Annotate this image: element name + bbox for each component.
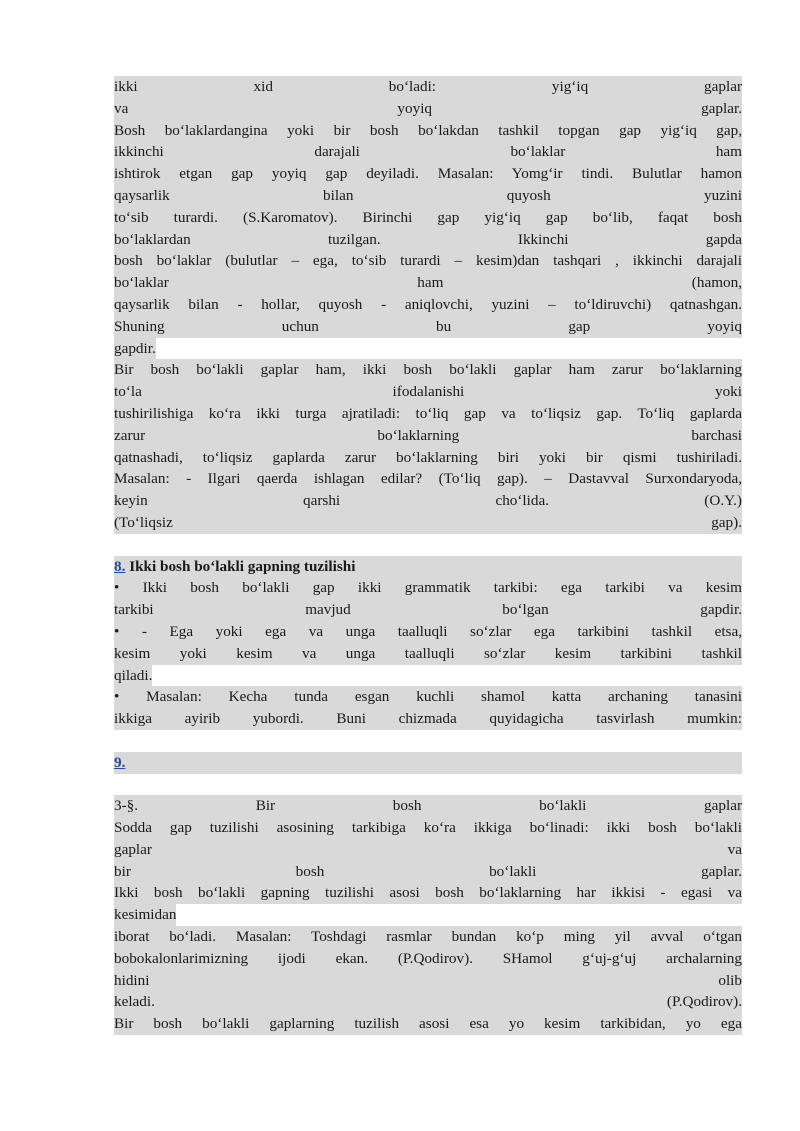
text-line: Sodda gap tuzilishi asosining tarkibiga ko‘ra ikkiga bo‘linadi: ikki bosh bo‘lakli [114,817,742,839]
text-line: va yoyiq gaplar. [114,98,742,120]
text-line-content: kesimidan [114,904,176,926]
text-line: • - Ega yoki ega va unga taalluqli so‘zlar ega tarkibini tashkil etsa, [114,621,742,643]
document-page [114,76,742,1035]
text-line [114,665,742,687]
text-line: Ikki bosh bo‘lakli gapning tuzilishi asosi bosh bo‘laklarning har ikkisi - egasi va [114,882,742,904]
paragraph-two-member-sentence [114,577,742,730]
spacer [114,774,742,796]
text-line: bo‘laklardan tuzilgan. Ikkinchi gapda [114,229,742,251]
text-line: to‘sib turardi. (S.Karomatov). Birinchi gap yig‘iq gap bo‘lib, faqat bosh [114,207,742,229]
section-link-8[interactable]: 8. [114,557,126,575]
text-line [114,338,742,360]
text-line: to‘la ifodalanishi yoki [114,381,742,403]
text-line-content: qiladi. [114,665,152,687]
text-line: bobokalonlarimizning ijodi ekan. (P.Qodirov). SHamol g‘uj-g‘uj archalarning [114,948,742,970]
text-line: (To‘liqsiz gap). [114,512,742,534]
text-line: tarkibi mavjud bo‘lgan gapdir. [114,599,742,621]
text-line: bir bosh bo‘lakli gaplar. [114,861,742,883]
section-title-8: Ikki bosh bo‘lakli gapning tuzilishi [125,557,356,575]
text-line: ishtirok etgan gap yoyiq gap deyiladi. Masalan: Yomg‘ir tindi. Bulutlar hamon [114,163,742,185]
text-line: Shuning uchun bu gap yoyiq [114,316,742,338]
text-line [114,904,742,926]
text-line: iborat bo‘ladi. Masalan: Toshdagi rasmlar bundan ko‘p ming yil avval o‘tgan [114,926,742,948]
text-line: ikkiga ayirib yubordi. Buni chizmada quyidagicha tasvirlash mumkin: [114,708,742,730]
text-line: ikki xid bo‘ladi: yig‘iq gaplar [114,76,742,98]
text-line: Bir bosh bo‘lakli gaplarning tuzilish asosi esa yo kesim tarkibidan, yo ega [114,1013,742,1035]
paragraph-sentence-types [114,76,742,534]
text-line: zarur bo‘laklarning barchasi [114,425,742,447]
text-line: qaysarlik bilan - hollar, quyosh - aniqlovchi, yuzini – to‘ldiruvchi) qatnashgan. [114,294,742,316]
spacer [114,730,742,752]
text-line: Bosh bo‘laklardangina yoki bir bosh bo‘lakdan tashkil topgan gap yig‘iq gap, [114,120,742,142]
text-line: qatnashadi, to‘liqsiz gaplarda zarur bo‘laklarning biri yoki bir qismi tushiriladi. [114,447,742,469]
text-line: bo‘laklar ham (hamon, [114,272,742,294]
section-heading-8 [114,556,742,578]
text-line: Masalan: - Ilgari qaerda ishlagan edilar? (To‘liq gap). – Dastavval Surxondaryoda, [114,468,742,490]
text-line: kesim yoki kesim va unga taalluqli so‘zlar kesim tarkibini tashkil [114,643,742,665]
spacer [114,534,742,556]
text-line: keladi. (P.Qodirov). [114,991,742,1013]
text-line: hidini olib [114,970,742,992]
text-line: gaplar va [114,839,742,861]
text-line: keyin qarshi cho‘lida. (O.Y.) [114,490,742,512]
text-line: ikkinchi darajali bo‘laklar ham [114,141,742,163]
section-heading-9 [114,752,742,774]
section-link-9[interactable]: 9. [114,753,126,771]
text-line: qaysarlik bilan quyosh yuzini [114,185,742,207]
text-line: bosh bo‘laklar (bulutlar – ega, to‘sib turardi – kesim)dan tashqari , ikkinchi darajali [114,250,742,272]
paragraph-one-member-sentence [114,795,742,1035]
text-line: 3-§. Bir bosh bo‘lakli gaplar [114,795,742,817]
text-line: • Masalan: Kecha tunda esgan kuchli shamol katta archaning tanasini [114,686,742,708]
text-line: tushirilishiga ko‘ra ikki turga ajratiladi: to‘liq gap va to‘liqsiz gap. To‘liq gaplarda [114,403,742,425]
text-line-content: gapdir. [114,338,156,360]
text-line: • Ikki bosh bo‘lakli gap ikki grammatik tarkibi: ega tarkibi va kesim [114,577,742,599]
text-line: Bir bosh bo‘lakli gaplar ham, ikki bosh bo‘lakli gaplar ham zarur bo‘laklarning [114,359,742,381]
